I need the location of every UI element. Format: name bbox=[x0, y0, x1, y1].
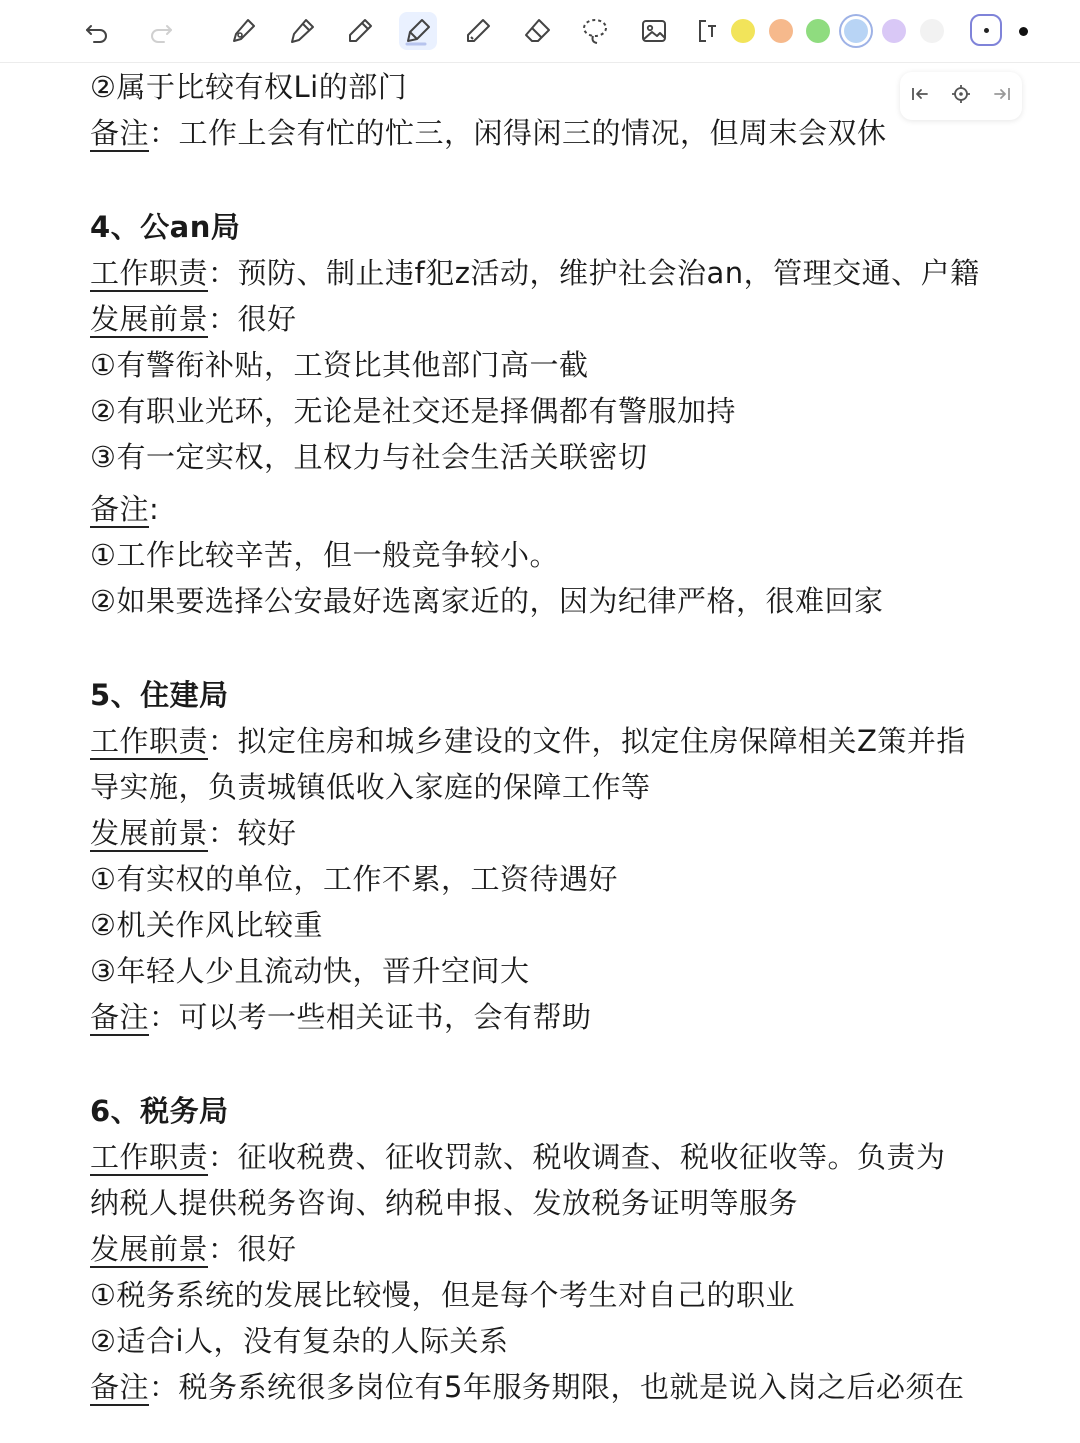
fountain-pen-icon[interactable] bbox=[224, 12, 262, 50]
prospect-label: 发展前景 bbox=[90, 302, 209, 336]
list-item: ②适合i人，没有复杂的人际关系 bbox=[90, 1324, 509, 1358]
color-swatch-green[interactable] bbox=[806, 19, 830, 43]
prospect-line bbox=[90, 810, 1010, 856]
prospect-text: ：较好 bbox=[208, 816, 297, 850]
highlighter-icon[interactable] bbox=[399, 12, 437, 50]
note-label: 备注 bbox=[90, 1000, 150, 1034]
duty-line bbox=[90, 250, 1010, 296]
duty-label: 工作职责 bbox=[90, 724, 209, 758]
list-item: ①工作比较辛苦，但一般竞争较小。 bbox=[90, 538, 559, 572]
note-line bbox=[90, 486, 1010, 532]
color-swatch-faint[interactable] bbox=[920, 19, 944, 43]
prospect-text: ：很好 bbox=[208, 1232, 297, 1266]
note-line bbox=[90, 994, 1010, 1040]
note-line bbox=[90, 110, 1010, 156]
duty-line bbox=[90, 1134, 1010, 1180]
duty-label: 工作职责 bbox=[90, 1140, 209, 1174]
duty-text: ：拟定住房和城乡建设的文件，拟定住房保障相关Z策并指 bbox=[208, 724, 966, 758]
drawing-toolbar bbox=[0, 0, 1080, 63]
color-swatch-orange[interactable] bbox=[769, 19, 793, 43]
list-item: ②如果要选择公安最好选离家近的，因为纪律严格，很难回家 bbox=[90, 584, 884, 618]
note-line bbox=[90, 1364, 1010, 1410]
ballpoint-pen-icon[interactable] bbox=[283, 12, 321, 50]
prospect-text: ：很好 bbox=[208, 302, 297, 336]
list-item: ③年轻人少且流动快，晋升空间大 bbox=[90, 954, 530, 988]
note-text: ：可以考一些相关证书，会有帮助 bbox=[149, 1000, 592, 1034]
stroke-size-large[interactable] bbox=[1019, 27, 1028, 36]
duty-text: ：征收税费、征收罚款、税收调查、税收征收等。负责为 bbox=[208, 1140, 946, 1174]
note-text: ：工作上会有忙的忙三，闲得闲三的情况，但周末会双休 bbox=[149, 116, 887, 150]
prospect-line bbox=[90, 1226, 1010, 1272]
duty-line bbox=[90, 718, 1010, 764]
note-text: ：税务系统很多岗位有5年服务期限，也就是说入岗之后必须在 bbox=[149, 1370, 965, 1404]
note-label: 备注 bbox=[90, 492, 150, 526]
note-content bbox=[90, 64, 1010, 1410]
duty-line-cont: 导实施，负责城镇低收入家庭的保障工作等 bbox=[90, 770, 651, 804]
pencil-alt-icon[interactable] bbox=[459, 12, 497, 50]
list-item: ③有一定实权，且权力与社会生活关联密切 bbox=[90, 440, 648, 474]
undo-icon[interactable] bbox=[78, 12, 116, 50]
prospect-label: 发展前景 bbox=[90, 1232, 209, 1266]
note-label: 备注 bbox=[90, 116, 150, 150]
note-label: 备注 bbox=[90, 1370, 150, 1404]
text-box-icon[interactable] bbox=[690, 12, 728, 50]
color-swatch-blue[interactable] bbox=[844, 19, 868, 43]
eraser-icon[interactable] bbox=[518, 12, 556, 50]
list-item: ②有职业光环，无论是社交还是择偶都有警服加持 bbox=[90, 394, 736, 428]
list-item: ②机关作风比较重 bbox=[90, 908, 323, 942]
duty-text: ：预防、制止违f犯z活动，维护社会治an，管理交通、户籍 bbox=[208, 256, 980, 290]
prospect-label: 发展前景 bbox=[90, 816, 209, 850]
list-item: ①税务系统的发展比较慢，但是每个考生对自己的职业 bbox=[90, 1278, 795, 1312]
note-colon: : bbox=[149, 492, 160, 526]
list-item: ②属于比较有权Li的部门 bbox=[90, 70, 408, 104]
section-heading: 4、公an局 bbox=[90, 210, 241, 244]
color-swatch-yellow[interactable] bbox=[731, 19, 755, 43]
duty-label: 工作职责 bbox=[90, 256, 209, 290]
section-heading: 6、税务局 bbox=[90, 1094, 229, 1128]
color-swatch-purple[interactable] bbox=[882, 19, 906, 43]
lasso-icon[interactable] bbox=[576, 12, 614, 50]
redo-icon[interactable] bbox=[142, 12, 180, 50]
prospect-line bbox=[90, 296, 1010, 342]
list-item: ①有实权的单位，工作不累，工资待遇好 bbox=[90, 862, 618, 896]
stroke-size-small[interactable] bbox=[970, 14, 1002, 46]
pencil-icon[interactable] bbox=[341, 12, 379, 50]
image-icon[interactable] bbox=[635, 12, 673, 50]
duty-line-cont: 纳税人提供税务咨询、纳税申报、发放税务证明等服务 bbox=[90, 1186, 799, 1220]
list-item: ①有警衔补贴，工资比其他部门高一截 bbox=[90, 348, 589, 382]
section-heading: 5、住建局 bbox=[90, 678, 229, 712]
